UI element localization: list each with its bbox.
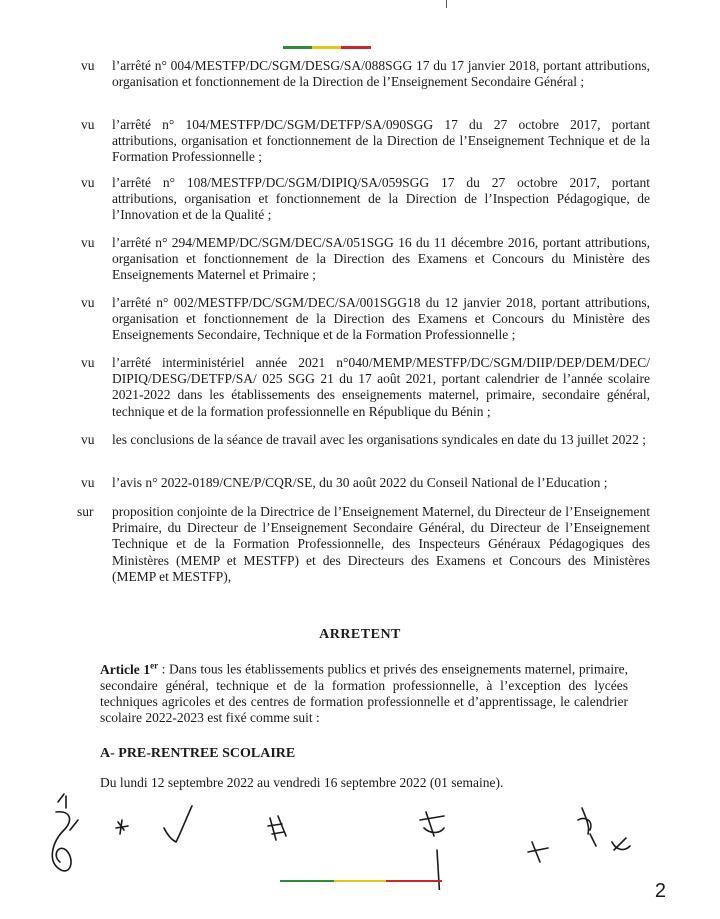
section-text: Du lundi 12 septembre 2022 au vendredi 16 septembre 2022 (01 semaine). (100, 775, 504, 790)
recital-prefix: vu (81, 175, 95, 190)
article-1 (100, 657, 628, 727)
page-number: 2 (654, 880, 666, 902)
recital-text: les conclusions de la séance de travail avec les organisations syndicales en date du 13 juillet 2022 ; (112, 432, 646, 447)
recital-prefix: vu (81, 117, 95, 132)
recital-prefix: vu (81, 432, 95, 447)
initial-mark (164, 806, 192, 842)
initial-mark (52, 794, 78, 871)
recital-text: l’arrêté interministériel année 2021 n°040/MEMP/MESTFP/DC/SGM/DIIP/DEP/DEM/DEC/ DIPIQ/DESG/DETFP/SA/ 025 SGG 21 du 17 août 2021, portant calendrier de l’année scolaire 2021-2022 dans les établissements des enseignements maternel, primaire, secondaire général, technique et de la formation professionnelle en République du Bénin ; (112, 355, 650, 419)
flag-rule-green (280, 880, 334, 882)
recital-prefix: vu (81, 235, 95, 250)
handwritten-initials (0, 790, 640, 890)
top-mark (446, 0, 447, 8)
recital-text: l’arrêté n° 104/MESTFP/DC/SGM/DETFP/SA/090SGG 17 du 27 octobre 2017, portant attributions, organisation et fonctionnement de la Direction de l’Enseignement Technique et de la Formation Professionnelle ; (112, 117, 650, 165)
article-label-text: Article 1 (100, 661, 151, 677)
recital-prefix: vu (81, 295, 95, 310)
initial-mark (268, 816, 286, 840)
initial-mark (612, 838, 630, 850)
initial-mark (420, 812, 444, 836)
recital-text: l’avis n° 2022-0189/CNE/P/CQR/SE, du 30 août 2022 du Conseil National de l’Education ; (112, 475, 608, 490)
article-label-sup: er (150, 660, 159, 670)
recital-text: l’arrêté n° 004/MESTFP/DC/SGM/DESG/SA/088SGG 17 du 17 janvier 2018, portant attributions, organisation et fonctionnement de la Direction de l’Enseignement Secondaire Général ; (112, 58, 650, 90)
article-label (100, 662, 158, 677)
recital-prefix: vu (81, 58, 95, 73)
recital-text: proposition conjointe de la Directrice de l’Enseignement Maternel, du Directeur de l’Enseignement Primaire, du Directeur de l’Enseignement Secondaire Général, du Directeur de l’Enseignement Technique et de la Formation Professionnelle, des Inspecteurs Généraux Pédagogiques des Ministères (MEMP et MESTFP) et des Directeurs des Examens et Concours des Ministères (MEMP et MESTFP), (112, 504, 650, 584)
flag-rule-yellow (334, 880, 386, 882)
initial-mark (578, 808, 596, 846)
recital-prefix: vu (81, 355, 95, 370)
recital-prefix: sur (77, 504, 94, 519)
section-title: A- PRE-RENTREE SCOLAIRE (100, 746, 296, 761)
initial-mark (528, 842, 548, 862)
flag-rule-top (283, 46, 371, 49)
recital-text: l’arrêté n° 002/MESTFP/DC/SGM/DEC/SA/001SGG18 du 12 janvier 2018, portant attributions, organisation et fonctionnement de la Direction des Examens et Concours du Ministère des Enseignements Secondaire, Technique et de la Formation Professionnelle ; (112, 295, 650, 343)
recital-text: l’arrêté n° 108/MESTFP/DC/SGM/DIPIQ/SA/059SGG 17 du 27 octobre 2017, portant attributions, organisation et fonctionnement de la Direction de l’Inspection Pédagogique, de l’Innovation et de la Qualité ; (112, 175, 650, 223)
recital-prefix: vu (81, 475, 95, 490)
recital-text: l’arrêté n° 294/MEMP/DC/SGM/DEC/SA/051SGG 16 du 11 décembre 2016, portant attributions, organisation et fonctionnement de la Direction des Examens et Concours du Ministère des Enseignements Maternel et Primaire ; (112, 235, 650, 283)
initial-mark (437, 850, 440, 890)
decree-heading: ARRETENT (319, 627, 401, 642)
flag-rule-red (386, 880, 442, 882)
initial-mark (116, 820, 128, 834)
article-text: : Dans tous les établissements publics et privés des enseignements maternel, primaire, secondaire général, technique et de la formation professionnelle, à l’exception des lycées techniques agricoles et des centres de formation professionnelle et d’apprentissage, le calendrier scolaire 2022-2023 est fixé comme suit : (100, 661, 628, 726)
